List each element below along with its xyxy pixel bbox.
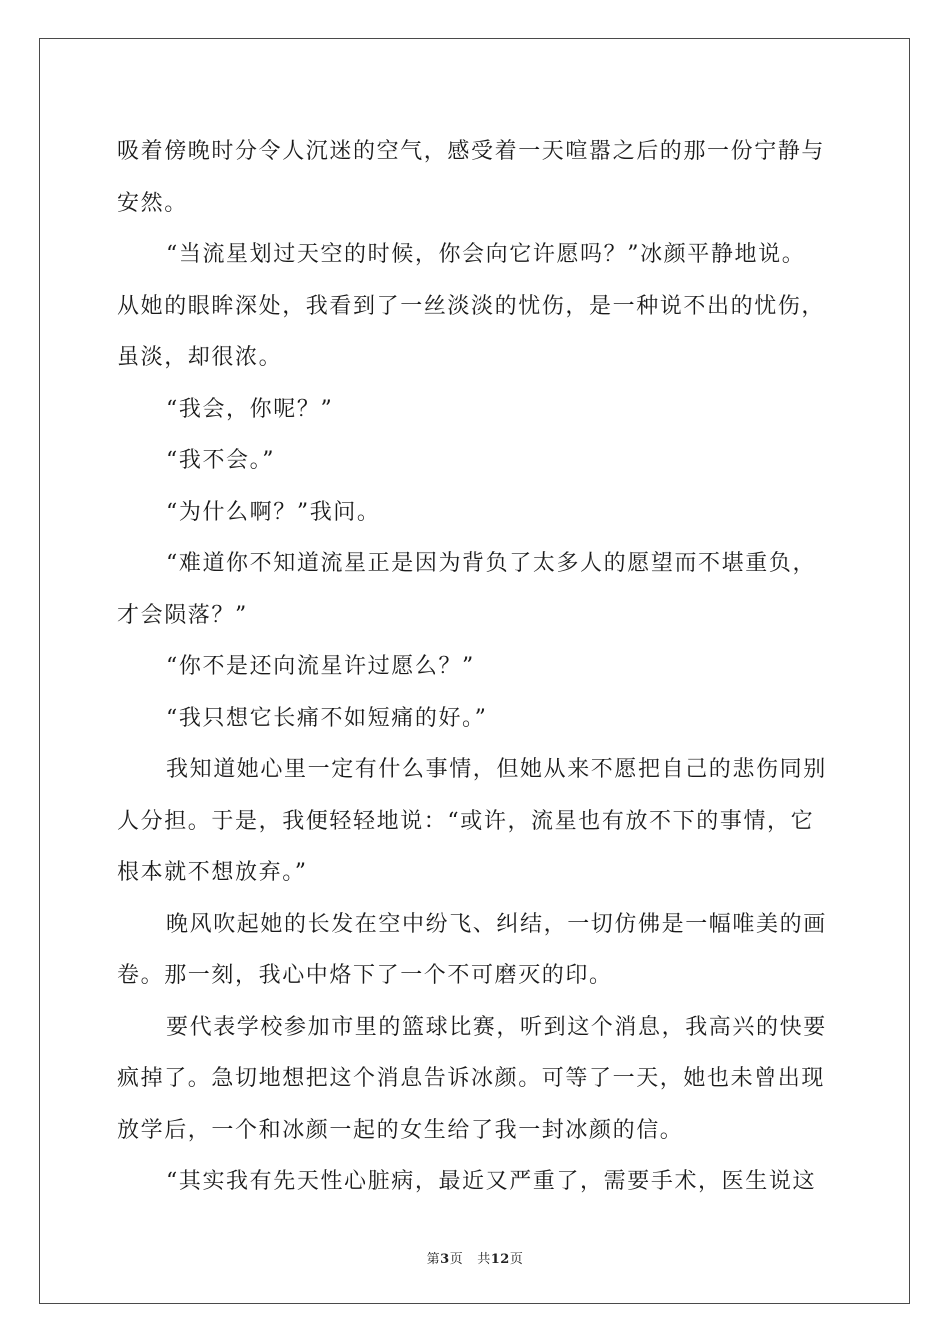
text-line: 我知道她心里一定有什么事情，但她从来不愿把自己的悲伤同别 bbox=[166, 757, 827, 782]
text-line: 要代表学校参加市里的篮球比赛，听到这个消息，我高兴的快要 bbox=[166, 1014, 827, 1040]
text-line: 才会陨落？” bbox=[117, 602, 248, 628]
text-line: “难道你不知道流星正是因为背负了太多人的愿望而不堪重负， bbox=[166, 551, 817, 576]
page-suffix: 页 bbox=[449, 1252, 464, 1267]
text-line: 人分担。于是，我便轻轻地说：“或许，流星也有放不下的事情，它 bbox=[117, 808, 815, 834]
text-line: “我只想它长痛不如短痛的好。” bbox=[166, 705, 488, 731]
total-suffix: 页 bbox=[509, 1252, 524, 1267]
text-line: “当流星划过天空的时候，你会向它许愿吗？”冰颜平静地说。 bbox=[166, 242, 806, 267]
text-line: 虽淡，却很浓。 bbox=[117, 345, 283, 370]
text-line: “为什么啊？”我问。 bbox=[166, 499, 381, 525]
text-line: 从她的眼眸深处，我看到了一丝淡淡的忧伤，是一种说不出的忧伤， bbox=[117, 293, 826, 319]
page-prefix: 第 bbox=[426, 1252, 441, 1267]
page-footer bbox=[0, 1248, 950, 1267]
total-prefix: 共 bbox=[477, 1252, 491, 1267]
text-line: 卷。那一刻，我心中烙下了一个不可磨灭的印。 bbox=[117, 963, 613, 988]
text-line: 安然。 bbox=[117, 190, 188, 216]
text-line: “我会，你呢？” bbox=[166, 396, 334, 422]
page-current: 3 bbox=[440, 1252, 450, 1267]
document-body bbox=[117, 126, 835, 1208]
text-line: 晚风吹起她的长发在空中纷飞、纠结，一切仿佛是一幅唯美的画 bbox=[166, 911, 827, 937]
text-line: “你不是还向流星许过愿么？” bbox=[166, 654, 475, 679]
text-line: “其实我有先天性心脏病，最近又严重了，需要手术，医生说这 bbox=[166, 1169, 817, 1194]
text-line: 放学后，一个和冰颜一起的女生给了我一封冰颜的信。 bbox=[117, 1117, 684, 1143]
text-line: “我不会。” bbox=[166, 448, 276, 473]
text-line: 疯掉了。急切地想把这个消息告诉冰颜。可等了一天，她也未曾出现 bbox=[117, 1066, 826, 1091]
page-total: 12 bbox=[490, 1252, 510, 1267]
text-line: 根本就不想放弃。” bbox=[117, 860, 308, 885]
text-line: 吸着傍晚时分令人沉迷的空气，感受着一天喧嚣之后的那一份宁静与 bbox=[117, 139, 826, 164]
